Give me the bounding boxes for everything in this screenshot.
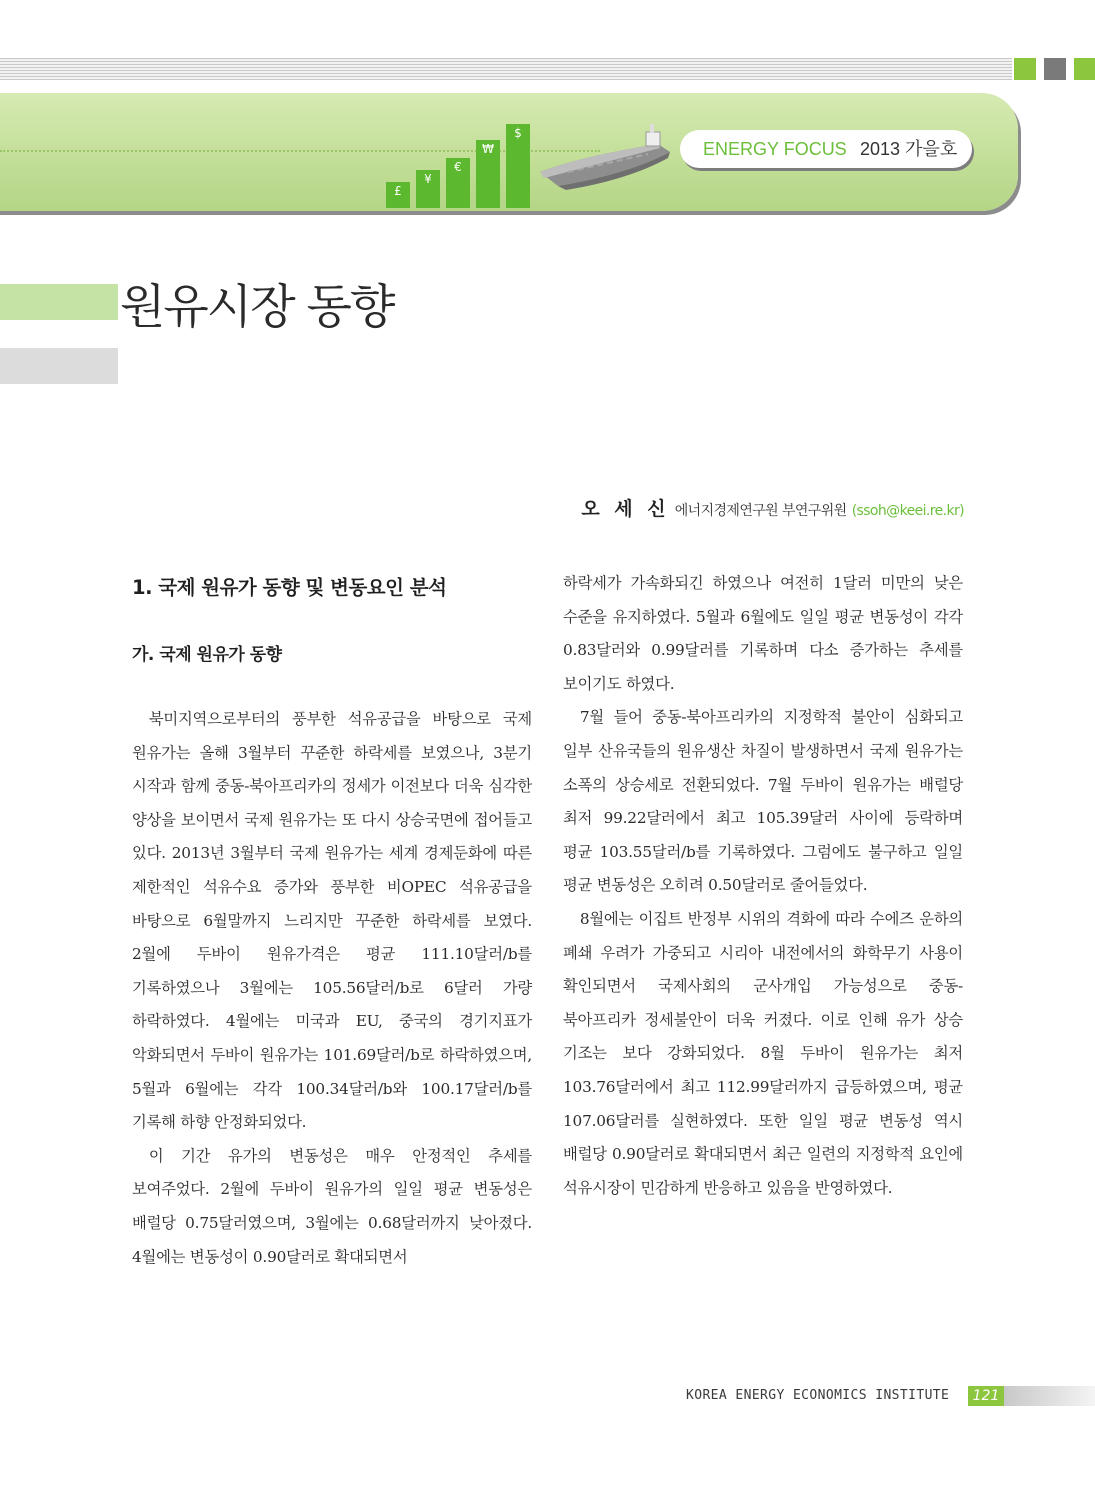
subsection-heading: 가. 국제 원유가 동향: [132, 645, 282, 665]
paragraph: 8월에는 이집트 반정부 시위의 격화에 따라 수에즈 운하의 폐쇄 우려가 가중되고 시리아 내전에서의 화학무기 사용이 확인되면서 국제사회의 군사개입 가능성으로 중동-북아프리카 정세불안이 더욱 커졌다. 이로 인해 유가 상승 기조는 보다 강화되었다. 8월 두바이 원유가는 최저 103.76달러에서 최고 112.99달러까지 급등하였으며, 평균 107.06달러를 실현하였다. 또한 일일 평균 변동성 역시 배럴당 0.90달러로 확대되면서 최근 일련의 지정학적 요인에 석유시장이 민감하게 반응하고 있음을 반영하였다.: [563, 909, 963, 1197]
euro-bar-icon: €: [446, 158, 470, 208]
currency-bar-graphic: [386, 93, 536, 208]
header-stripes: [0, 58, 1012, 80]
author-affiliation: 에너지경제연구원 부연구위원: [674, 503, 847, 519]
title-accent-green: [0, 284, 118, 320]
magazine-name: ENERGY FOCUS: [703, 139, 847, 159]
left-column: [132, 703, 532, 1274]
pound-bar-icon: £: [386, 182, 410, 208]
author-name: 오 세 신: [581, 498, 670, 520]
page-number: 121: [968, 1386, 1004, 1406]
magazine-badge: [680, 130, 972, 168]
won-bar-icon: ₩: [476, 140, 500, 208]
paragraph-continued: 하락세가 가속화되긴 하였으나 여전히 1달러 미만의 낮은 수준을 유지하였다. 5월과 6월에도 일일 평균 변동성이 각각 0.83달러와 0.99달러를 기록하며 다소 증가하는 추세를 보이기도 하였다.: [563, 574, 963, 693]
oil-tanker-icon: [538, 122, 688, 202]
title-accent-gray: [0, 348, 118, 384]
section-heading: 1. 국제 원유가 동향 및 변동요인 분석: [132, 576, 447, 599]
paragraph: 북미지역으로부터의 풍부한 석유공급을 바탕으로 국제 원유가는 올해 3월부터 꾸준한 하락세를 보였으나, 3분기 시작과 함께 중동-북아프리카의 정세가 이전보다 더욱 심각한 양상을 보이면서 국제 원유가는 또 다시 상승국면에 접어들고 있다. 2013년 3월부터 국제 원유가는 세계 경제둔화에 따른 제한적인 석유수요 증가와 풍부한 비OPEC 석유공급을 바탕으로 6월말까지 느리지만 꾸준한 하락세를 보였다. 2월에 두바이 원유가격은 평균 111.10달러/b를 기록하였으나 3월에는 105.56달러/b로 6달러 가량 하락하였다. 4월에는 미국과 EU, 중국의 경기지표가 악화되면서 두바이 원유가는 101.69달러/b로 하락하였으며, 5월과 6월에는 각각 100.34달러/b와 100.17달러/b를 기록해 하향 안정화되었다.: [132, 710, 532, 1132]
page-title: 원유시장 동향: [120, 280, 394, 335]
footer-institute: KOREA ENERGY ECONOMICS INSTITUTE: [686, 1388, 950, 1403]
author-email: (ssoh@keei.re.kr): [851, 503, 964, 519]
paragraph: 7월 들어 중동-북아프리카의 지정학적 불안이 심화되고 일부 산유국들의 원유생산 차질이 발생하면서 국제 원유가는 소폭의 상승세로 전환되었다. 7월 두바이 원유가는 배럴당 최저 99.22달러에서 최고 105.39달러 사이에 등락하며 평균 103.55달러/b를 기록하였다. 그럼에도 불구하고 일일 평균 변동성은 오히려 0.50달러로 줄어들었다.: [563, 708, 963, 895]
paragraph: 이 기간 유가의 변동성은 매우 안정적인 추세를 보여주었다. 2월에 두바이 원유가의 일일 평균 변동성은 배럴당 0.75달러였으며, 3월에는 0.68달러까지 낮아졌다. 4월에는 변동성이 0.90달러로 확대되면서: [132, 1146, 532, 1266]
right-column: [563, 567, 963, 1205]
dollar-bar-icon: $: [506, 124, 530, 208]
issue-label: 2013 가을호: [860, 139, 958, 159]
header-square-green: [1014, 58, 1036, 80]
author-line: [520, 494, 964, 521]
header-square-green-2: [1074, 58, 1095, 80]
footer-gradient-bar: [1004, 1386, 1095, 1406]
header-square-gray: [1044, 58, 1066, 80]
yen-bar-icon: ¥: [416, 170, 440, 208]
